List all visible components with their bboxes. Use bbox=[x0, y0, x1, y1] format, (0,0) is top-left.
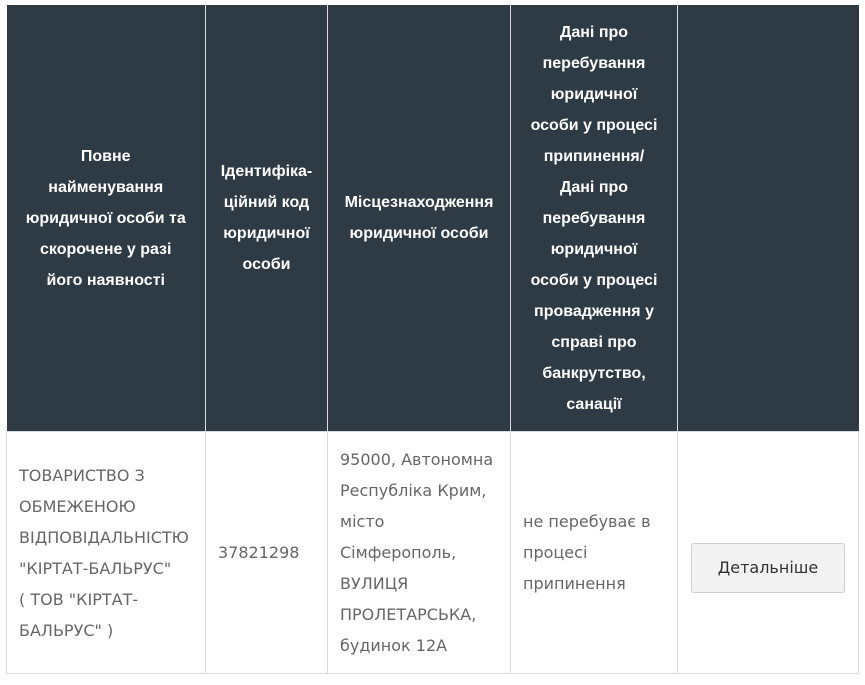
results-table-wrapper bbox=[6, 5, 858, 674]
details-button[interactable]: Детальніше bbox=[691, 543, 845, 593]
header-actions bbox=[678, 5, 859, 432]
header-location: Місцезнаходження юридичної особи bbox=[328, 5, 511, 432]
header-full-name: Повне найменування юридичної особи та скорочене у разі його наявності bbox=[7, 5, 206, 432]
cell-termination-status: не перебуває в процесі припинення bbox=[511, 432, 678, 674]
header-identification-code: Ідентифіка- ційний код юридичної особи bbox=[206, 5, 328, 432]
legal-entity-table bbox=[6, 5, 859, 674]
cell-actions bbox=[678, 432, 859, 674]
cell-entity-name: ТОВАРИСТВО З ОБМЕЖЕНОЮ ВІДПОВІДАЛЬНІСТЮ "КІРТАТ-БАЛЬРУС" ( ТОВ "КІРТАТ- БАЛЬРУС" ) bbox=[7, 432, 206, 674]
table-header-row bbox=[7, 5, 859, 432]
header-termination-status: Дані про перебування юридичної особи у процесі припинення/ Дані про перебування юридичної особи у процесі провадження у справі про банкрутство, санації bbox=[511, 5, 678, 432]
table-row bbox=[7, 432, 859, 674]
cell-identification-code: 37821298 bbox=[206, 432, 328, 674]
cell-address: 95000, Автономна Республіка Крим, місто Сімферополь, ВУЛИЦЯ ПРОЛЕТАРСЬКА, будинок 12А bbox=[328, 432, 511, 674]
